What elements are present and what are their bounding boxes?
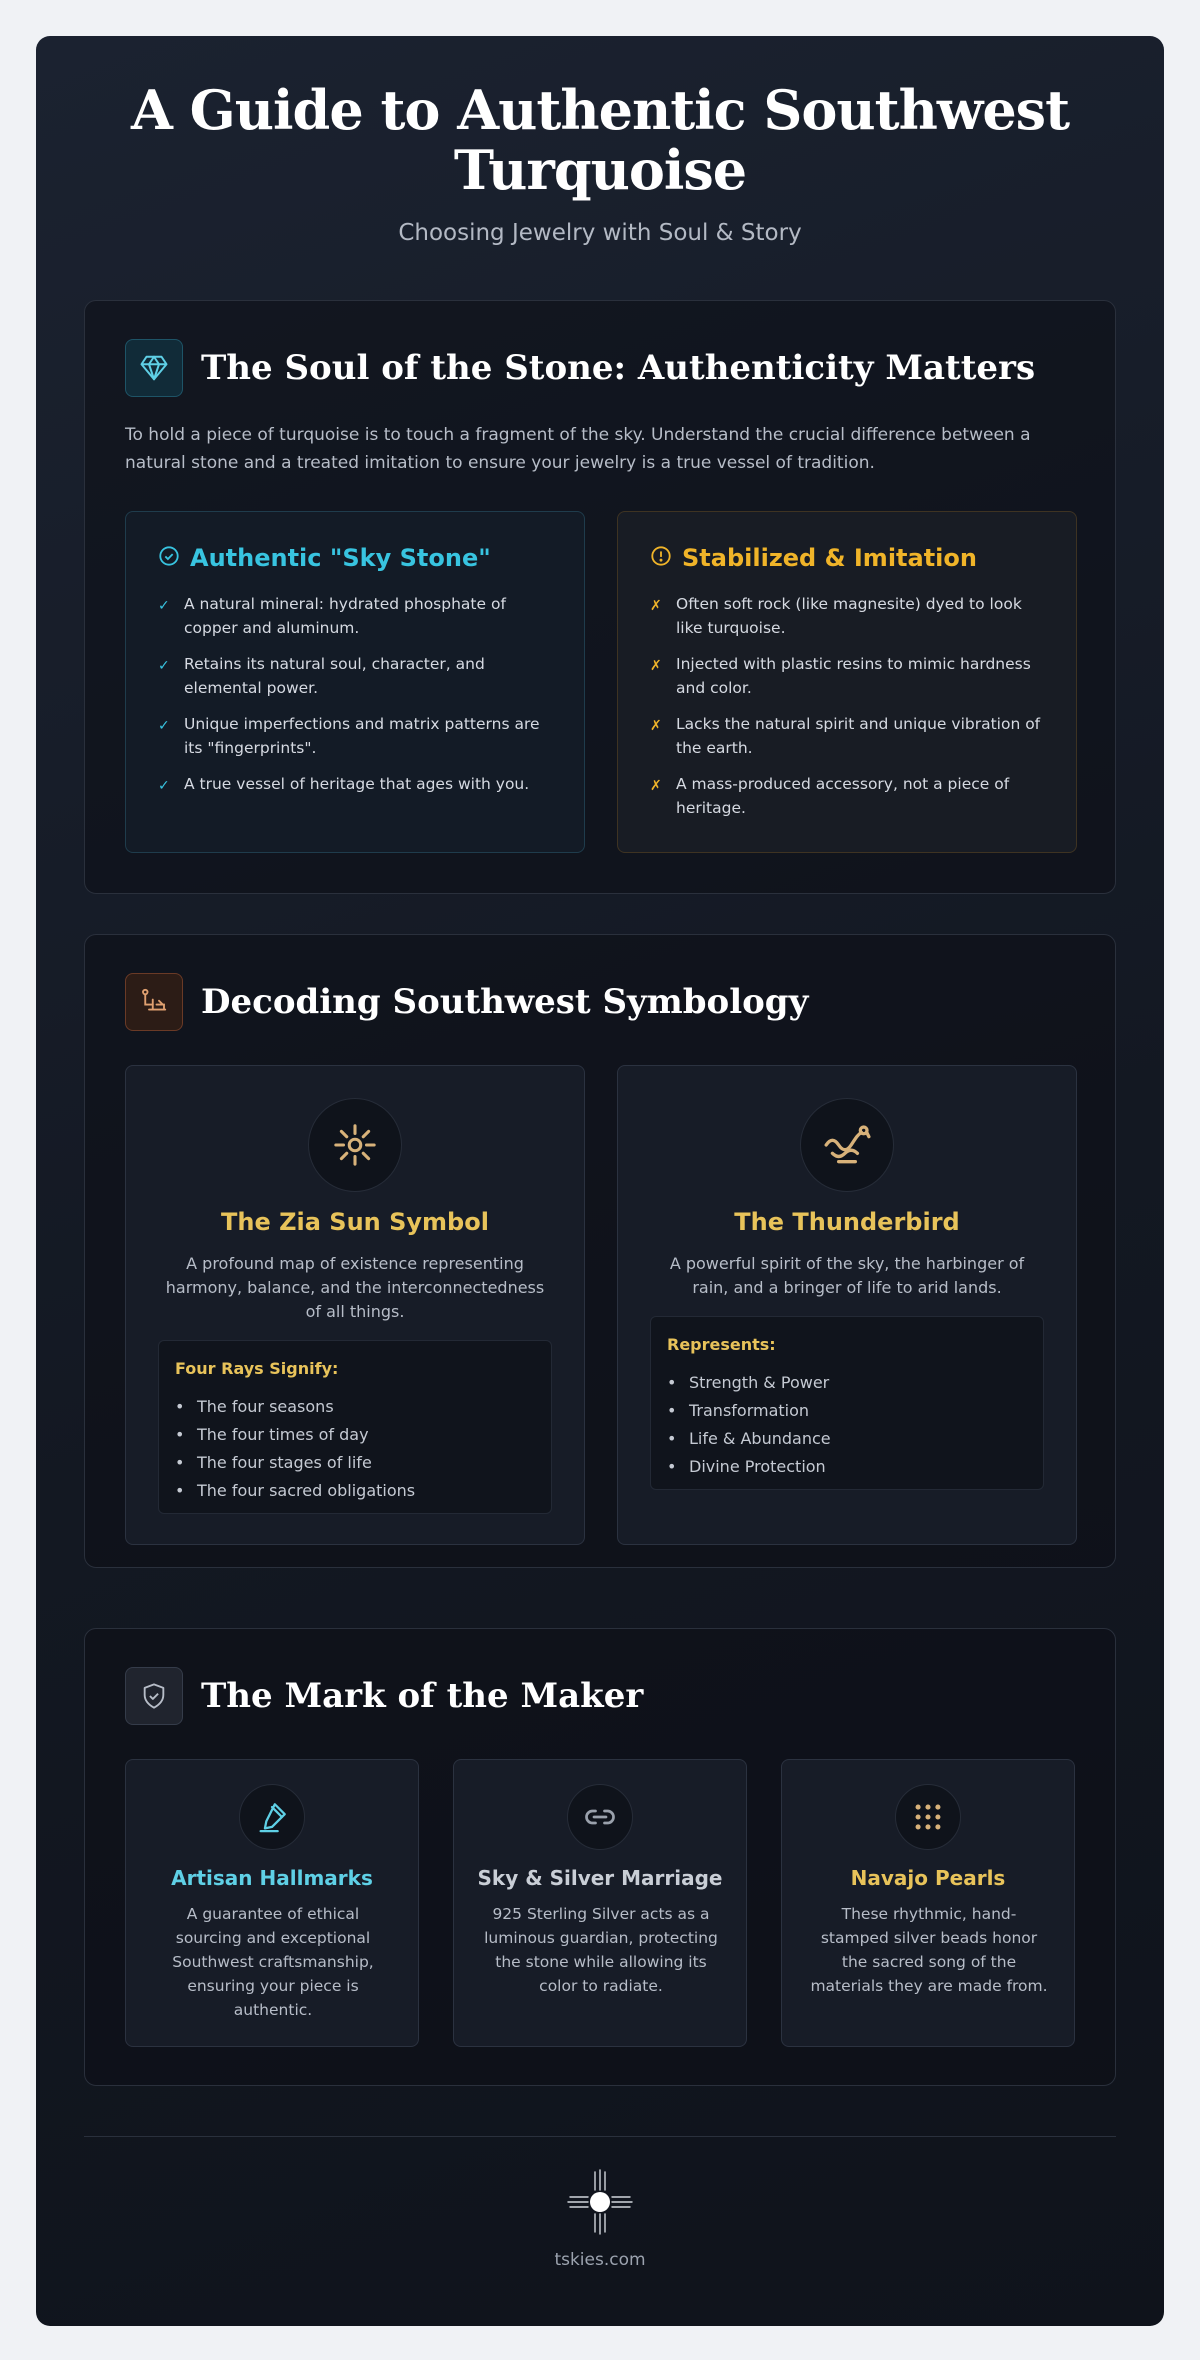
section-symbology <box>84 934 1116 1568</box>
symbols-icon <box>125 973 183 1031</box>
bullet-dot: • <box>667 1401 677 1420</box>
maker-card-description: A guarantee of ethical sourcing and exceptional Southwest craftsmanship, ensuring your piece is authentic. <box>172 1905 374 2019</box>
footer-site-link[interactable]: tskies.com <box>554 2250 646 2270</box>
maker-card-navajo-pearls <box>781 1759 1075 2047</box>
list-item <box>175 1421 415 1449</box>
thunderbird-card <box>617 1065 1077 1545</box>
bullet-dot: • <box>667 1373 677 1392</box>
list-item-text: The four sacred obligations <box>197 1481 416 1500</box>
list-item-text: Injected with plastic resins to mimic hardness and color. <box>676 655 1031 697</box>
shield-check-icon <box>125 1667 183 1725</box>
section-header <box>125 973 808 1031</box>
authentic-list <box>158 592 553 810</box>
zia-rays-box <box>158 1340 552 1514</box>
list-item-text: Divine Protection <box>689 1457 826 1476</box>
list-item <box>667 1369 831 1397</box>
list-item-text: A true vessel of heritage that ages with you. <box>184 775 530 793</box>
page-subtitle: Choosing Jewelry with Soul & Story <box>398 220 802 246</box>
list-item <box>175 1393 415 1421</box>
list-item <box>667 1425 831 1453</box>
maker-card-description: 925 Sterling Silver acts as a luminous guardian, protecting the stone while allowing its color to radiate. <box>484 1905 718 1995</box>
bullet-dot: • <box>667 1429 677 1448</box>
bullet-mark: ✓ <box>158 718 170 734</box>
thunderbird-represents-box <box>650 1316 1044 1490</box>
bullet-mark: ✗ <box>650 658 662 674</box>
imitation-card <box>617 511 1077 853</box>
list-item <box>650 712 1045 760</box>
list-item-text: The four seasons <box>197 1397 334 1416</box>
list-item-text: Lacks the natural spirit and unique vibration of the earth. <box>676 715 1041 757</box>
maker-card-artisan-hallmarks <box>125 1759 419 2047</box>
maker-card-title: Sky & Silver Marriage <box>477 1866 723 1890</box>
thunderbird-represents-heading: Represents: <box>667 1335 776 1354</box>
section-mark-of-maker <box>84 1628 1116 2086</box>
section-soul-of-stone <box>84 300 1116 894</box>
stamp-icon <box>239 1784 305 1850</box>
list-item <box>650 592 1045 640</box>
bullet-mark: ✓ <box>158 598 170 614</box>
list-item-text: Transformation <box>689 1401 810 1420</box>
diamond-icon <box>125 339 183 397</box>
list-item <box>158 592 553 640</box>
maker-card-sky-silver <box>453 1759 747 2047</box>
bullet-dot: • <box>175 1425 185 1444</box>
infographic-page <box>36 36 1164 2326</box>
list-item-text: The four stages of life <box>197 1453 372 1472</box>
thunderbird-description: A powerful spirit of the sky, the harbinger of rain, and a bringer of life to arid lands. <box>669 1254 1025 1297</box>
authentic-card <box>125 511 585 853</box>
sun-icon <box>308 1098 402 1192</box>
footer-divider <box>84 2136 1116 2137</box>
authentic-title: Authentic "Sky Stone" <box>190 544 491 572</box>
alert-circle-icon <box>650 545 672 571</box>
list-item-text: Unique imperfections and matrix patterns are its "fingerprints". <box>184 715 540 757</box>
list-item <box>175 1449 415 1477</box>
list-item <box>667 1397 831 1425</box>
maker-card-title: Navajo Pearls <box>850 1866 1006 1890</box>
bullet-dot: • <box>667 1457 677 1476</box>
list-item <box>175 1477 415 1505</box>
list-item <box>667 1453 831 1481</box>
bullet-mark: ✓ <box>158 778 170 794</box>
link-icon <box>567 1784 633 1850</box>
list-item-text: Often soft rock (like magnesite) dyed to look like turquoise. <box>676 595 1022 637</box>
imitation-list <box>650 592 1045 832</box>
maker-card-title: Artisan Hallmarks <box>171 1866 373 1890</box>
section-header <box>125 1667 643 1725</box>
list-item <box>650 652 1045 700</box>
list-item <box>158 772 553 798</box>
list-item-text: A mass-produced accessory, not a piece of heritage. <box>676 775 1010 817</box>
section-title: Decoding Southwest Symbology <box>201 982 809 1022</box>
thunderbird-icon <box>800 1098 894 1192</box>
list-item <box>650 772 1045 820</box>
bullet-mark: ✓ <box>158 658 170 674</box>
beads-icon <box>895 1784 961 1850</box>
bullet-mark: ✗ <box>650 718 662 734</box>
list-item-text: Strength & Power <box>689 1373 830 1392</box>
maker-card-description: These rhythmic, hand-stamped silver beads honor the sacred song of the materials they are made from. <box>810 1905 1048 1995</box>
zia-rays-heading: Four Rays Signify: <box>175 1359 339 1378</box>
list-item-text: Life & Abundance <box>689 1429 831 1448</box>
section-intro: To hold a piece of turquoise is to touch a fragment of the sky. Understand the crucial difference between a natural stone and a treated imitation to ensure your jewelry is a true vessel of tradition. <box>125 425 1031 473</box>
section-header <box>125 339 1035 397</box>
list-item <box>158 712 553 760</box>
section-title: The Soul of the Stone: Authenticity Matters <box>201 348 1036 388</box>
zia-rays-list <box>175 1393 415 1505</box>
page-title: A Guide to Authentic Southwest Turquoise <box>130 78 1070 202</box>
bullet-mark: ✗ <box>650 598 662 614</box>
bullet-dot: • <box>175 1453 185 1472</box>
list-item-text: The four times of day <box>197 1425 369 1444</box>
thunderbird-title: The Thunderbird <box>734 1208 960 1236</box>
thunderbird-represents-list <box>667 1369 831 1481</box>
bullet-dot: • <box>175 1397 185 1416</box>
zia-card <box>125 1065 585 1545</box>
bullet-mark: ✗ <box>650 778 662 794</box>
list-item-text: Retains its natural soul, character, and elemental power. <box>184 655 485 697</box>
section-title: The Mark of the Maker <box>201 1676 644 1716</box>
zia-description: A profound map of existence representing harmony, balance, and the interconnectedness of all things. <box>165 1254 545 1321</box>
zia-title: The Zia Sun Symbol <box>221 1208 489 1236</box>
bullet-dot: • <box>175 1481 185 1500</box>
list-item-text: A natural mineral: hydrated phosphate of copper and aluminum. <box>184 595 506 637</box>
check-circle-icon <box>158 545 180 571</box>
imitation-title: Stabilized & Imitation <box>682 544 977 572</box>
zia-sun-icon <box>564 2166 636 2238</box>
list-item <box>158 652 553 700</box>
